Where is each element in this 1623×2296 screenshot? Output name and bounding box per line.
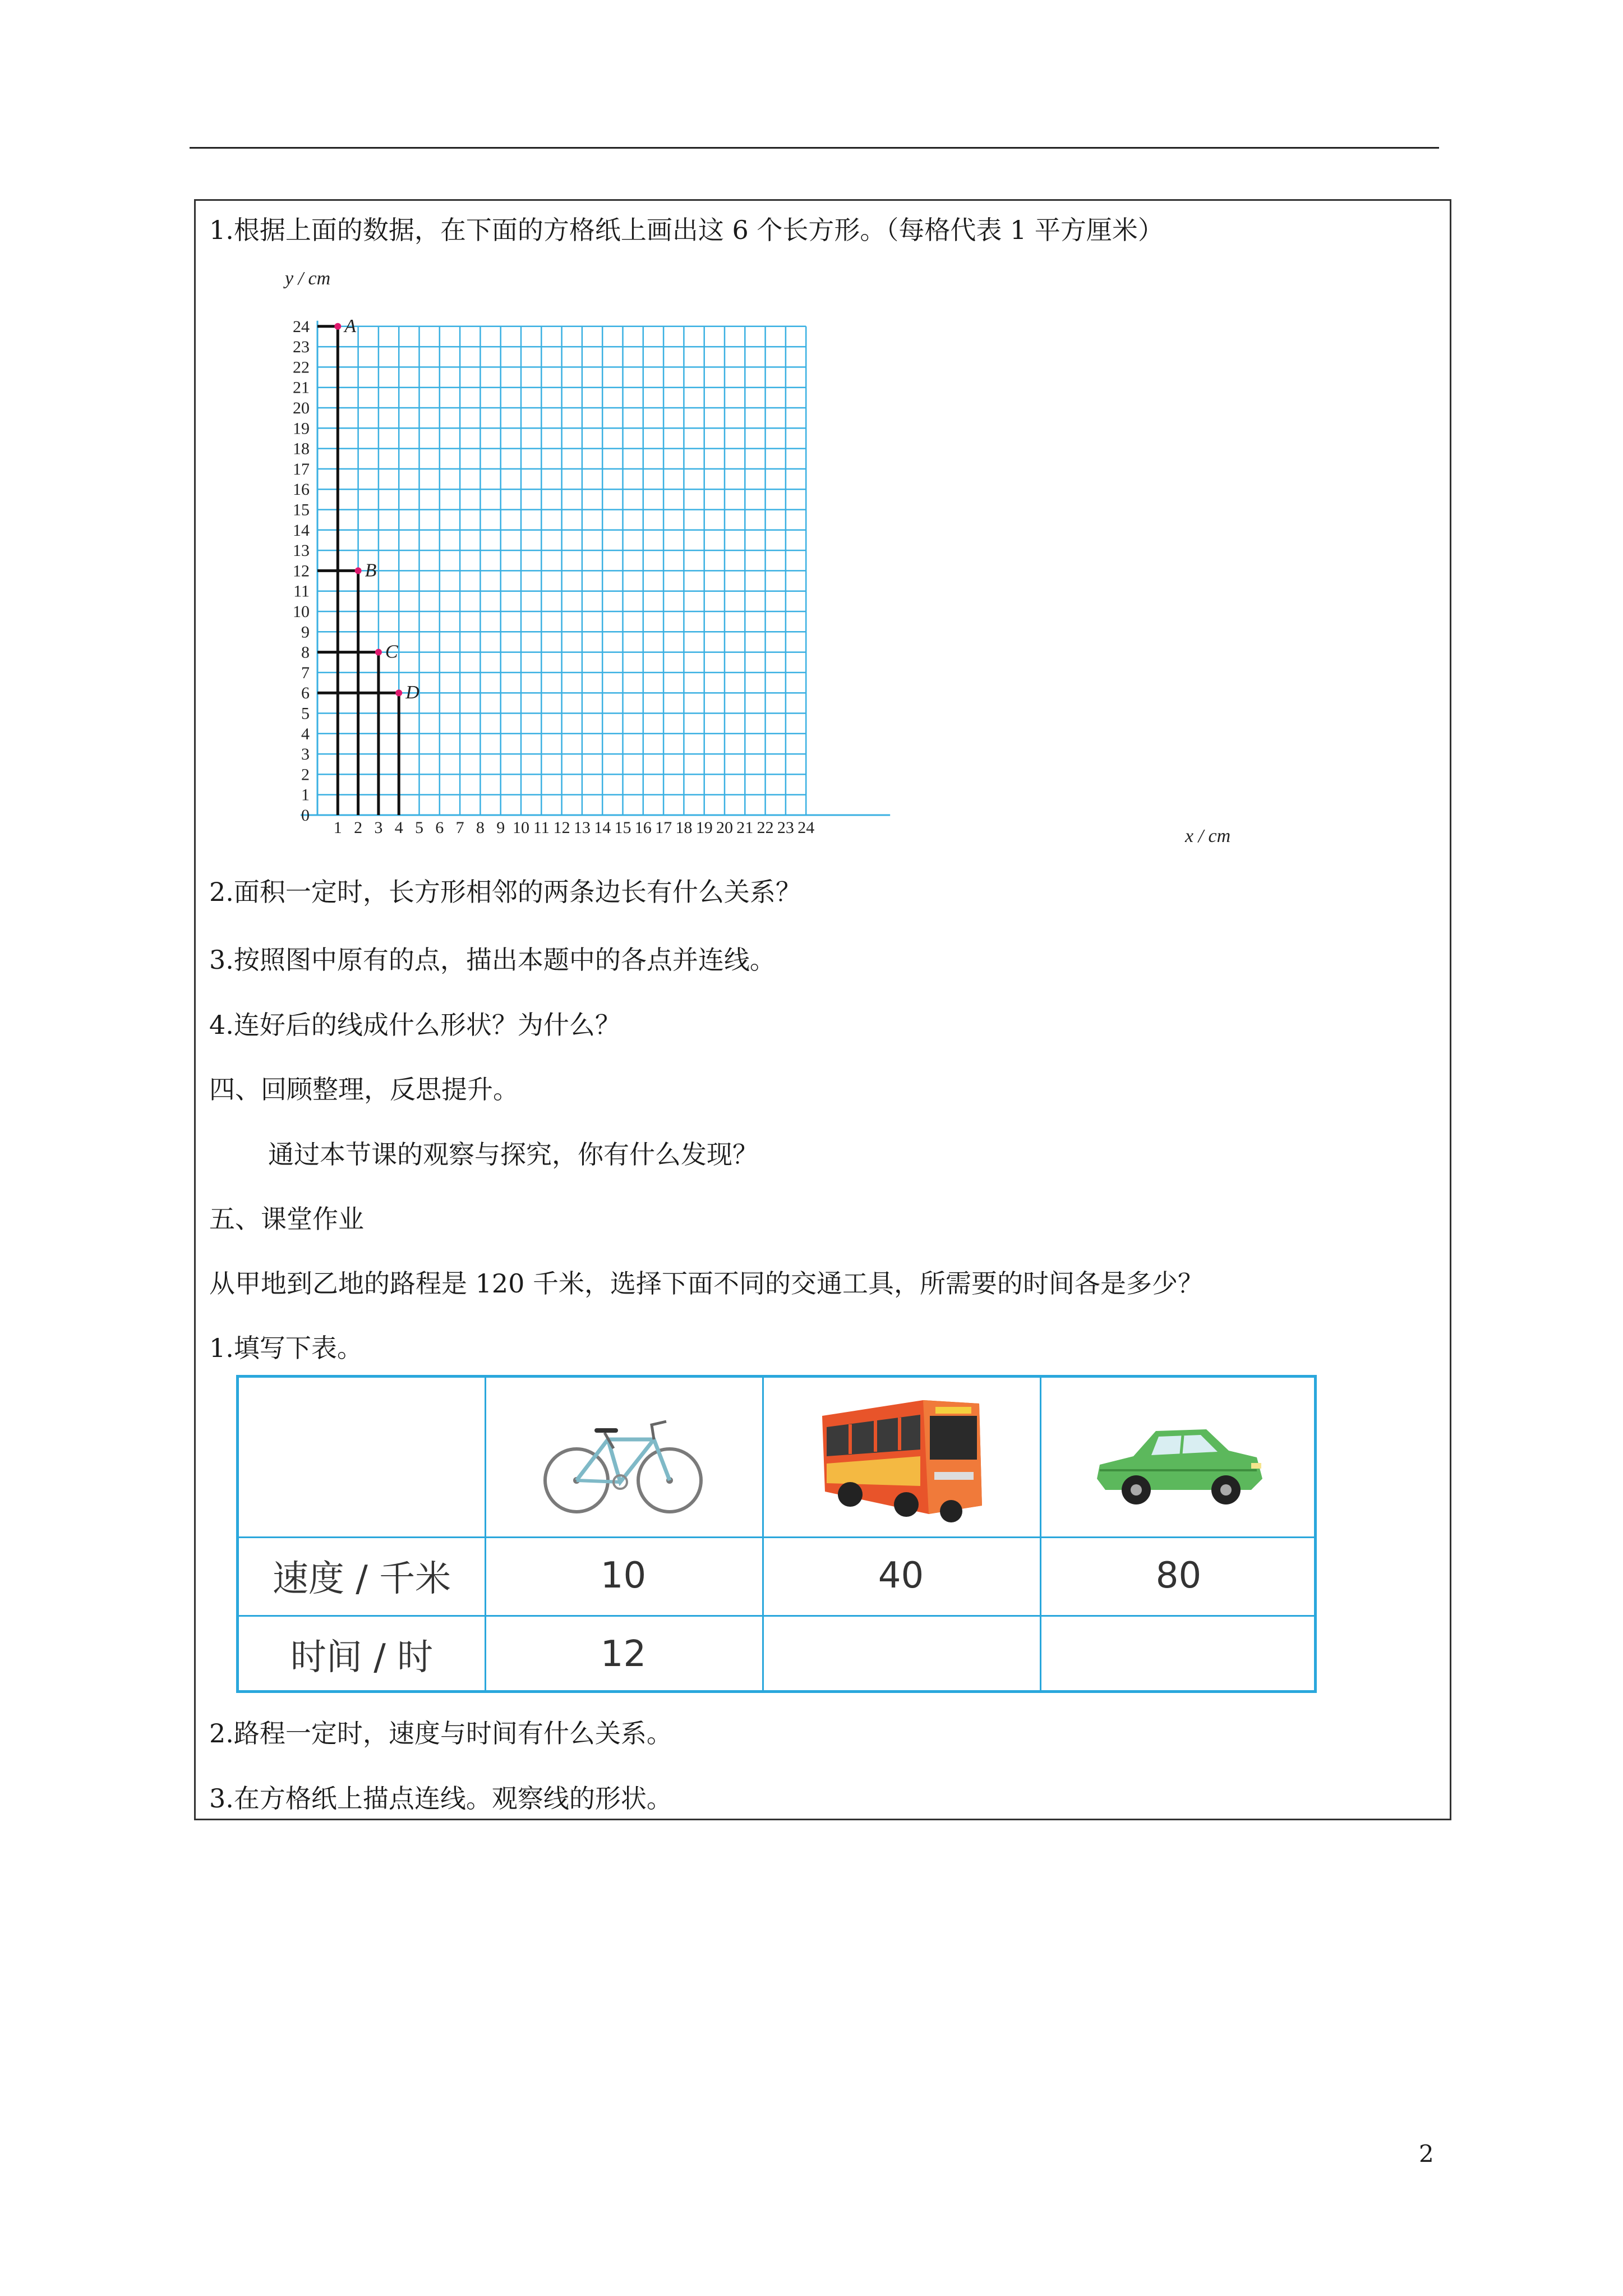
point-D xyxy=(395,689,402,696)
x-tick-label: 5 xyxy=(415,818,423,837)
x-axis-label: x / cm xyxy=(1185,826,1231,846)
vehicle-table xyxy=(236,1375,1317,1693)
time-car[interactable] xyxy=(1040,1615,1317,1694)
y-tick-label: 11 xyxy=(293,582,310,601)
y-tick-label: 19 xyxy=(293,419,310,438)
x-tick-label: 19 xyxy=(695,818,713,837)
y-tick-label: 15 xyxy=(293,500,310,519)
y-axis-label: y / cm xyxy=(285,268,331,289)
x-tick-label: 2 xyxy=(354,818,363,837)
x-tick-label: 4 xyxy=(394,818,403,837)
speed-bicycle: 10 xyxy=(600,1555,647,1596)
point-label-B: B xyxy=(365,560,377,581)
grid xyxy=(301,321,890,815)
section-5-question-2: 2.路程一定时，速度与时间有什么关系。 xyxy=(209,1718,672,1749)
question-1: 1.根据上面的数据，在下面的方格纸上画出这 6 个长方形。（每格代表 1 平方厘米） xyxy=(209,215,1164,245)
x-tick-label: 20 xyxy=(716,818,733,837)
y-tick-label: 7 xyxy=(301,663,310,682)
x-tick-label: 17 xyxy=(655,818,672,837)
x-tick-label: 23 xyxy=(777,818,794,837)
rectangle-graph xyxy=(269,258,1335,853)
y-tick-label: 5 xyxy=(301,704,310,723)
time-bus[interactable] xyxy=(762,1615,1040,1694)
y-tick-label: 12 xyxy=(293,562,310,581)
y-tick-label: 20 xyxy=(293,399,310,417)
y-tick-label: 24 xyxy=(293,317,310,336)
question-2: 2.面积一定时，长方形相邻的两条边长有什么关系？ xyxy=(209,877,801,907)
section-5-question-1: 1.填写下表。 xyxy=(209,1333,363,1363)
point-label-C: C xyxy=(385,641,398,662)
x-tick-label: 15 xyxy=(614,818,631,837)
y-tick-label: 6 xyxy=(301,684,310,703)
y-tick-label: 13 xyxy=(293,541,310,560)
y-tick-label: 16 xyxy=(293,480,310,499)
point-A xyxy=(334,323,341,330)
x-tick-label: 16 xyxy=(634,818,652,837)
y-tick-label: 3 xyxy=(301,745,310,764)
speed-row-label: 速度 / 千米 xyxy=(272,1558,451,1600)
y-tick-label: 10 xyxy=(293,602,310,621)
y-tick-label: 9 xyxy=(301,623,310,642)
x-tick-label: 12 xyxy=(553,818,570,837)
y-tick-label: 23 xyxy=(293,338,310,357)
x-tick-label: 13 xyxy=(573,818,591,837)
time-bicycle: 12 xyxy=(600,1634,647,1675)
x-tick-label: 9 xyxy=(496,818,505,837)
question-4: 4.连好后的线成什么形状？为什么？ xyxy=(209,1010,621,1040)
section-4-text: 通过本节课的观察与探究，你有什么发现？ xyxy=(268,1139,758,1170)
y-tick-label: 17 xyxy=(293,459,310,478)
section-4-title: 四、回顾整理，反思提升。 xyxy=(209,1074,519,1105)
section-5-question-3: 3.在方格纸上描点连线。观察线的形状。 xyxy=(209,1783,672,1814)
y-tick-label: 1 xyxy=(301,785,310,804)
car-icon xyxy=(1089,1417,1268,1512)
point-label-A: A xyxy=(344,315,357,337)
x-tick-label: 10 xyxy=(513,818,529,837)
x-tick-label: 3 xyxy=(374,818,383,837)
bicycle-icon xyxy=(542,1405,704,1517)
section-5-title: 五、课堂作业 xyxy=(209,1204,364,1234)
bus-icon xyxy=(811,1393,990,1525)
x-tick-label: 8 xyxy=(476,818,485,837)
x-tick-label: 6 xyxy=(435,818,444,837)
header-rule xyxy=(190,147,1439,149)
point-B xyxy=(355,567,362,574)
time-row-label: 时间 / 时 xyxy=(290,1637,434,1678)
y-tick-label: 14 xyxy=(293,521,310,540)
point-C xyxy=(375,649,382,656)
x-tick-label: 18 xyxy=(675,818,693,837)
x-tick-label: 14 xyxy=(594,818,611,837)
point-label-D: D xyxy=(405,682,419,703)
y-tick-label: 8 xyxy=(301,643,310,662)
y-tick-label: 2 xyxy=(301,765,310,784)
y-tick-label: 4 xyxy=(301,724,310,743)
x-tick-label: 22 xyxy=(757,818,774,837)
speed-car: 80 xyxy=(1155,1555,1202,1596)
x-tick-label: 24 xyxy=(797,818,815,837)
question-3: 3.按照图中原有的点，描出本题中的各点并连线。 xyxy=(209,945,776,975)
y-tick-label: 22 xyxy=(293,358,310,377)
x-tick-label: 11 xyxy=(533,818,550,837)
x-tick-label: 21 xyxy=(736,818,754,837)
y-tick-label: 21 xyxy=(293,378,310,397)
speed-bus: 40 xyxy=(878,1555,924,1596)
x-tick-label: 1 xyxy=(333,818,342,837)
x-tick-label: 7 xyxy=(455,818,464,837)
section-5-intro: 从甲地到乙地的路程是 120 千米，选择下面不同的交通工具，所需要的时间各是多少？ xyxy=(209,1268,1204,1299)
y-tick-label: 0 xyxy=(301,806,310,825)
y-tick-label: 18 xyxy=(293,439,310,458)
page-number: 2 xyxy=(1419,2140,1434,2168)
